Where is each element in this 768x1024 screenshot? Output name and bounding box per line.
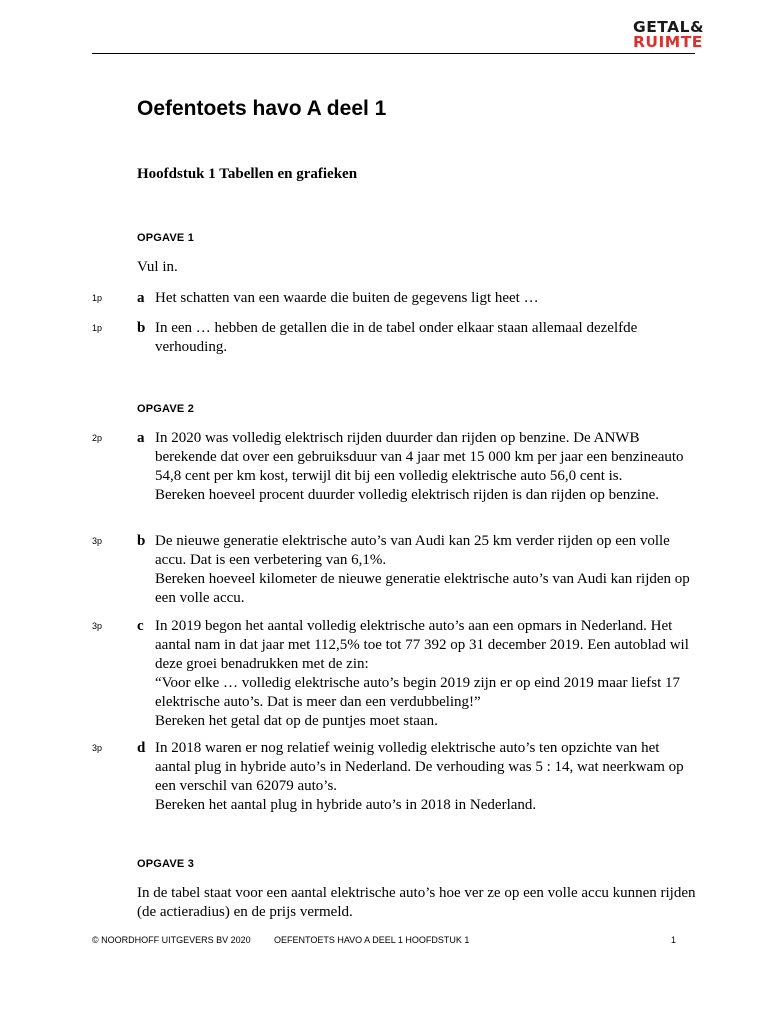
- question-text: [155, 739, 697, 815]
- footer-page-number: 1: [671, 935, 677, 945]
- points-label: 2p: [92, 433, 103, 443]
- header-rule: [92, 53, 695, 54]
- chapter-heading: Hoofdstuk 1 Tabellen en grafieken: [137, 166, 358, 182]
- opgave-1-intro: Vul in.: [137, 259, 178, 275]
- question-text: [155, 617, 697, 731]
- points-label: 1p: [92, 293, 103, 303]
- question-line: De nieuwe generatie elektrische auto’s van Audi kan 25 km verder rijden op een volle accu. Dat is een verbetering van 6,1%.: [155, 533, 670, 568]
- question-text: [155, 319, 697, 357]
- footer-copyright: © NOORDHOFF UITGEVERS BV 2020: [92, 935, 251, 945]
- question-letter: a: [137, 290, 145, 306]
- opgave-3-intro: In de tabel staat voor een aantal elektrische auto’s hoe ver ze op een volle accu kunnen rijden (de actieradius) en de prijs vermeld.: [137, 885, 696, 920]
- publisher-logo: [633, 20, 704, 50]
- question-letter: d: [137, 740, 146, 756]
- question-line: In een … hebben de getallen die in de tabel onder elkaar staan allemaal dezelfde verhouding.: [155, 320, 638, 355]
- points-label: 3p: [92, 621, 103, 631]
- question-line: Bereken het getal dat op de puntjes moet staan.: [155, 713, 438, 729]
- question-text: [155, 429, 697, 505]
- question-line: Het schatten van een waarde die buiten de gegevens ligt heet …: [155, 290, 539, 306]
- question-text: [155, 532, 697, 608]
- question-1b: [92, 319, 697, 357]
- opgave-1-heading: OPGAVE 1: [137, 232, 195, 244]
- question-letter: a: [137, 430, 145, 446]
- points-label: 3p: [92, 536, 103, 546]
- question-2b: [92, 532, 697, 608]
- opgave-3-heading: OPGAVE 3: [137, 858, 195, 870]
- points-label: 1p: [92, 323, 103, 333]
- logo-line-1: GETAL&: [633, 18, 705, 36]
- question-line: In 2018 waren er nog relatief weinig volledig elektrische auto’s ten opzichte van het aantal plug in hybride auto’s in Nederland. De verhouding was 5 : 14, wat neerkwam op een verschil van 62079 auto’s.: [155, 740, 684, 794]
- question-line: Bereken het aantal plug in hybride auto’s in 2018 in Nederland.: [155, 797, 537, 813]
- question-1a: [92, 289, 697, 308]
- footer-document-title: OEFENTOETS HAVO A DEEL 1 HOOFDSTUK 1: [274, 935, 470, 945]
- question-line: Bereken hoeveel kilometer de nieuwe generatie elektrische auto’s van Audi kan rijden op een volle accu.: [155, 571, 690, 606]
- points-label: 3p: [92, 743, 103, 753]
- logo-line-2: RUIMTE: [633, 33, 703, 51]
- question-letter: c: [137, 618, 144, 634]
- question-2d: [92, 739, 697, 815]
- question-2c: [92, 617, 697, 731]
- question-letter: b: [137, 320, 146, 336]
- question-line: In 2019 begon het aantal volledig elektrische auto’s aan een opmars in Nederland. Het aantal nam in dat jaar met 112,5% toe tot 77 392 op 31 december 2019. Een autoblad wil deze groei benadrukken met de zin:: [155, 618, 689, 672]
- question-line: “Voor elke … volledig elektrische auto’s begin 2019 zijn er op eind 2019 maar liefst 17 elektrische auto’s. Dat is meer dan een verdubbeling!”: [155, 675, 681, 710]
- question-line: Bereken hoeveel procent duurder volledig elektrisch rijden is dan rijden op benzine.: [155, 487, 659, 503]
- opgave-2-heading: OPGAVE 2: [137, 403, 195, 415]
- page-title: Oefentoets havo A deel 1: [137, 97, 387, 120]
- question-text: [155, 289, 697, 308]
- question-line: In 2020 was volledig elektrisch rijden duurder dan rijden op benzine. De ANWB berekende dat over een gebruiksduur van 4 jaar met 15 000 km per jaar een benzineauto 54,8 cent per km kost, terwijl dit bij een volledig elektrische auto 56,0 cent is.: [155, 430, 684, 484]
- question-2a: [92, 429, 697, 505]
- question-letter: b: [137, 533, 146, 549]
